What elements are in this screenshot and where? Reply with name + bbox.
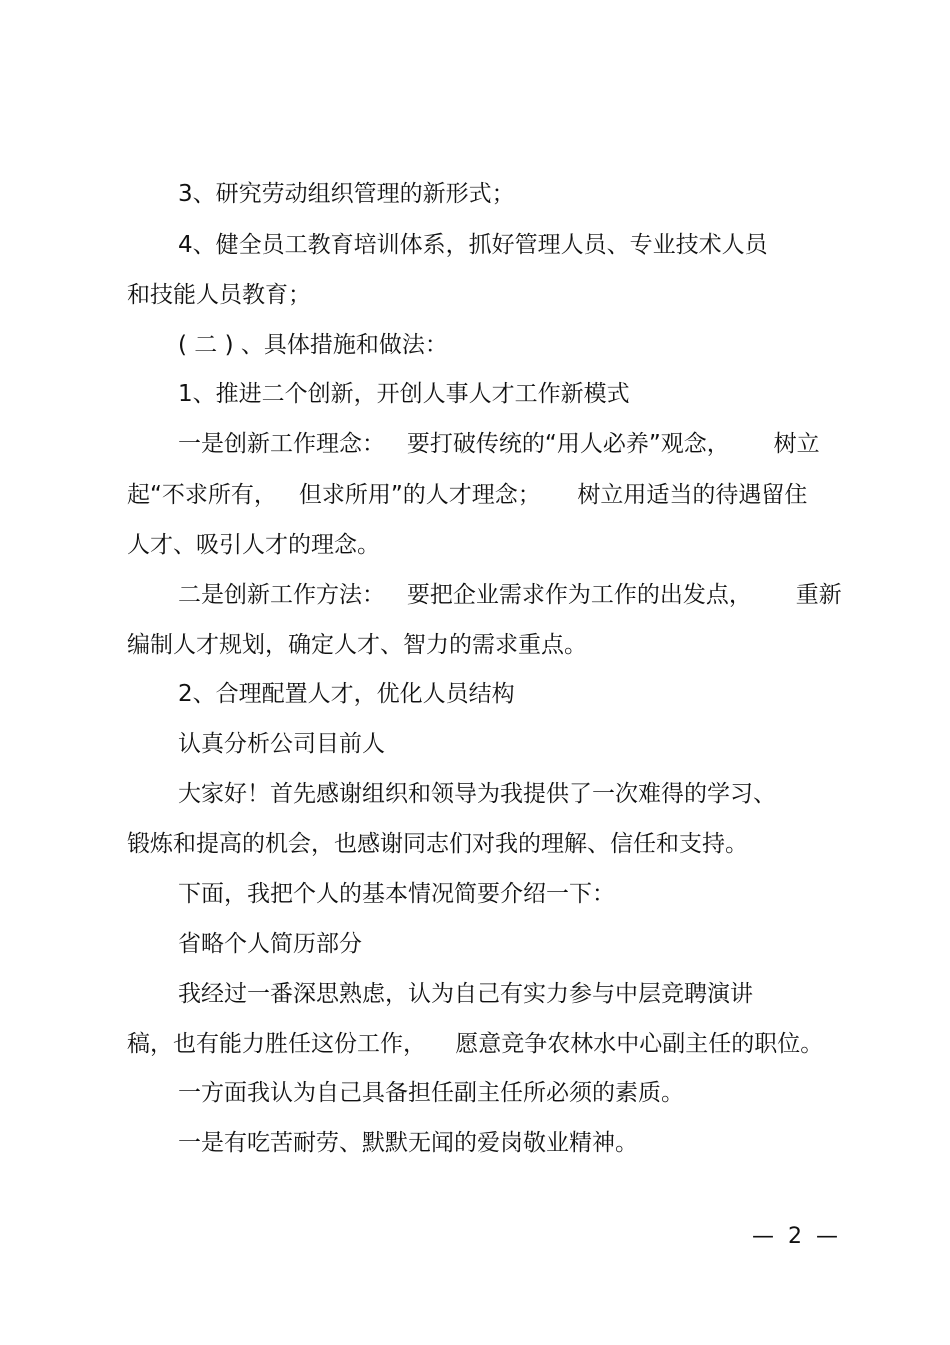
text-line: 大家好！首先感谢组织和领导为我提供了一次难得的学习、 — [178, 781, 776, 807]
text-line: 和技能人员教育； — [127, 282, 311, 308]
section-heading: ( 二 ) 、具体措施和做法： — [178, 332, 448, 358]
page-number: — 2 — — [752, 1224, 838, 1249]
text-line: 起“不求所有， 但求所用”的人才理念； 树立用适当的待遇留住 — [127, 482, 808, 508]
text-line: 编制人才规划，确定人才、智力的需求重点。 — [127, 632, 587, 658]
text-line: 我经过一番深思熟虑，认为自己有实力参与中层竞聘演讲 — [178, 981, 753, 1007]
text-line: 2、合理配置人才，优化人员结构 — [178, 681, 515, 707]
text-line: 1、推进二个创新，开创人事人才工作新模式 — [178, 381, 630, 407]
text-line: 人才、吸引人才的理念。 — [127, 532, 380, 558]
text-line: 锻炼和提高的机会，也感谢同志们对我的理解、信任和支持。 — [127, 831, 748, 857]
text-line: 二是创新工作方法： 要把企业需求作为工作的出发点， 重新 — [178, 582, 842, 608]
text-line: 一是有吃苦耐劳、默默无闻的爱岗敬业精神。 — [178, 1130, 638, 1156]
text-line: 一是创新工作理念： 要打破传统的“用人必养”观念， 树立 — [178, 431, 820, 457]
text-line: 下面，我把个人的基本情况简要介绍一下： — [178, 881, 615, 907]
text-line: 稿，也有能力胜任这份工作， 愿意竞争农林水中心副主任的职位。 — [127, 1031, 824, 1057]
text-line: 4、健全员工教育培训体系，抓好管理人员、专业技术人员 — [178, 232, 768, 258]
text-line: 3、研究劳动组织管理的新形式； — [178, 181, 515, 207]
text-line: 一方面我认为自己具备担任副主任所必须的素质。 — [178, 1080, 684, 1106]
text-line: 认真分析公司目前人 — [178, 731, 385, 757]
text-line: 省略个人简历部分 — [178, 931, 362, 957]
